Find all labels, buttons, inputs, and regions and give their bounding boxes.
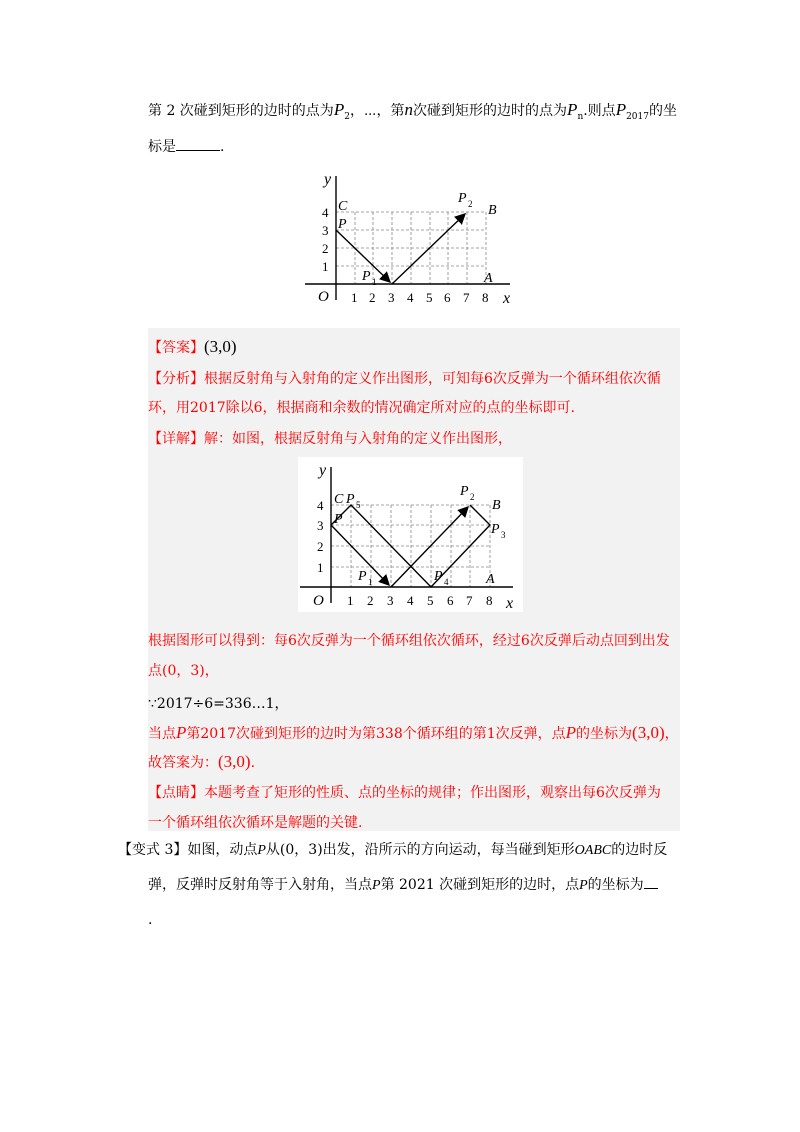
point-p5-sub: 5 xyxy=(356,500,361,510)
answer-value: (3,0) xyxy=(204,337,237,356)
x-tick: 1 xyxy=(347,593,354,608)
point-p2-sub: 2 xyxy=(468,199,473,209)
y-axis-label: y xyxy=(319,462,327,479)
y-tick: 3 xyxy=(322,223,329,238)
solution-line-4: 当点P第2017次碰到矩形的边时为第338个循环组的第1次反弹，点P的坐标为(3,0)， xyxy=(148,723,679,742)
answer-blank[interactable] xyxy=(176,136,220,151)
solution-line-2: 点(0，3)， xyxy=(148,663,219,679)
answer-line: 【答案】(3,0) xyxy=(148,337,237,356)
point-c-label: C xyxy=(334,492,344,507)
x-tick: 3 xyxy=(387,593,394,608)
point-p-label: P xyxy=(334,512,343,527)
y-tick: 4 xyxy=(317,498,324,513)
grid-lines xyxy=(336,212,486,284)
point-p5-label: P xyxy=(346,492,355,507)
detail-line-1: 【详解】解：如图，根据反射角与入射角的定义作出图形， xyxy=(148,431,512,447)
point-p1-label: P xyxy=(358,569,367,584)
point-a-label: A xyxy=(484,271,493,286)
y-tick: 1 xyxy=(317,560,324,575)
intro-line-2: 标是 . xyxy=(148,132,688,162)
variant-problem xyxy=(118,833,678,937)
point-b-label: B xyxy=(488,203,497,218)
y-tick: 1 xyxy=(322,259,329,274)
intro-line-1: 第 2 次碰到矩形的边时的点为$P_2$，⋯，第n次碰到矩形的边时的点为$P_n$.则点$P_{2017}$的坐 xyxy=(148,100,677,122)
origin-label: O xyxy=(318,289,329,305)
figure-1-graph xyxy=(300,168,525,308)
x-tick: 4 xyxy=(407,290,414,305)
point-p4-label: P xyxy=(434,569,443,584)
point-p2-sub: 2 xyxy=(470,492,475,502)
point-b-label: B xyxy=(492,498,501,513)
x-tick: 5 xyxy=(427,593,434,608)
x-tick: 2 xyxy=(369,290,376,305)
x-axis-label: x xyxy=(506,595,514,612)
variant-line-2: 弹，反弹时反射角等于入射角，当点P第 2021 次碰到矩形的边时，点P的坐标为 xyxy=(118,868,678,903)
y-tick: 2 xyxy=(317,539,324,554)
x-tick-labels xyxy=(351,290,489,305)
y-tick: 4 xyxy=(322,205,329,220)
y-axis-label: y xyxy=(324,171,332,188)
problem-intro xyxy=(148,95,688,162)
figure-2-graph xyxy=(298,457,523,612)
y-tick-labels xyxy=(322,205,329,274)
x-tick: 6 xyxy=(444,290,451,305)
x-axis-label: x xyxy=(503,290,511,307)
x-tick: 8 xyxy=(486,593,493,608)
analysis-line-1: 【分析】根据反射角与入射角的定义作出图形，可知每6次反弹为一个循环组依次循 xyxy=(148,371,661,387)
x-tick: 7 xyxy=(466,593,473,608)
solution-line-3: ∵2017÷6=336…1， xyxy=(148,696,289,712)
path-p1-to-p2 xyxy=(392,214,465,284)
solution-line-5: 故答案为：(3,0). xyxy=(148,752,256,771)
x-tick: 3 xyxy=(388,290,395,305)
variant-answer-blank[interactable] xyxy=(644,874,658,889)
path-p1-to-p2 xyxy=(391,507,468,587)
grid-lines xyxy=(331,505,490,587)
x-tick: 5 xyxy=(426,290,433,305)
x-tick: 7 xyxy=(463,290,470,305)
comment-line-2: 一个循环组依次循环是解题的关键. xyxy=(148,815,363,831)
point-p2-label: P xyxy=(460,484,469,499)
x-tick-labels xyxy=(347,593,493,608)
point-p3-sub: 3 xyxy=(501,530,506,540)
point-p3-label: P xyxy=(491,522,500,537)
variant-line-3: . xyxy=(148,912,153,928)
y-tick-labels xyxy=(317,498,324,575)
x-tick: 4 xyxy=(407,593,414,608)
variant-line-1: 【变式 3】如图，动点P从(0，3)出发，沿所示的方向运动，每当碰到矩形OABC的边时反 xyxy=(118,842,668,858)
point-a-label: A xyxy=(486,572,495,587)
solution-line-1: 根据图形可以得到：每6次反弹为一个循环组依次循环，经过6次反弹后动点回到出发 xyxy=(148,633,670,649)
x-tick: 2 xyxy=(367,593,374,608)
point-p1-label: P xyxy=(362,269,371,284)
point-p-label: P xyxy=(338,217,347,232)
comment-line-1: 【点睛】本题考查了矩形的性质、点的坐标的规律；作出图形，观察出每6次反弹为 xyxy=(148,785,661,801)
x-tick: 6 xyxy=(447,593,454,608)
point-c-label: C xyxy=(338,199,348,214)
x-tick: 8 xyxy=(482,290,489,305)
point-p1-sub: 1 xyxy=(372,277,377,287)
analysis-line-2: 环，用2017除以6，根据商和余数的情况确定所对应的点的坐标即可. xyxy=(148,400,575,416)
origin-label: O xyxy=(313,593,324,609)
point-p1-sub: 1 xyxy=(368,577,373,587)
y-tick: 2 xyxy=(322,241,329,256)
point-p4-sub: 4 xyxy=(444,577,449,587)
x-tick: 1 xyxy=(351,290,358,305)
y-tick: 3 xyxy=(317,518,324,533)
point-p2-label: P xyxy=(458,191,467,206)
